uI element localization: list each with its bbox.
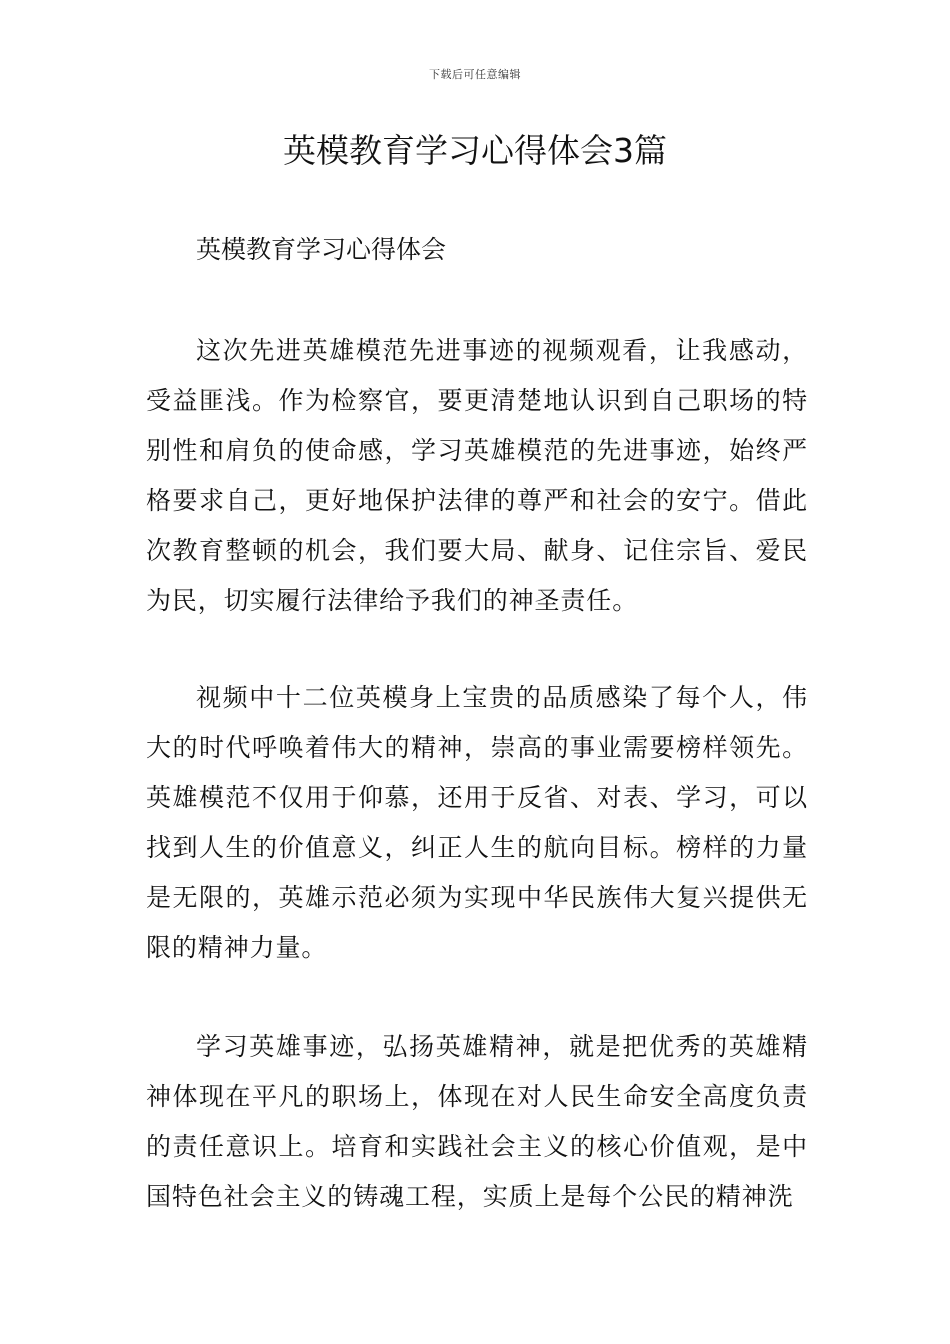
header-note: 下载后可任意编辑 (429, 68, 521, 81)
body-paragraph-2: 视频中十二位英模身上宝贵的品质感染了每个人，伟大的时代呼唤着伟大的精神，崇高的事业需要榜样领先。英雄模范不仅用于仰慕，还用于反省、对表、学习，可以找到人生的价值意义，纠正人生的航向目标。榜样的力量是无限的，英雄示范必须为实现中华民族伟大复兴提供无限的精神力量。 (146, 683, 808, 962)
document-title: 英模教育学习心得体会3篇 (283, 131, 667, 170)
section-subtitle: 英模教育学习心得体会 (196, 235, 447, 264)
body-paragraph-1: 这次先进英雄模范先进事迹的视频观看，让我感动，受益匪浅。作为检察官，要更清楚地认识到自己职场的特别性和肩负的使命感，学习英雄模范的先进事迹，始终严格要求自己，更好地保护法律的尊严和社会的安宁。借此次教育整顿的机会，我们要大局、献身、记住宗旨、爱民为民，切实履行法律给予我们的神圣责任。 (146, 336, 808, 615)
body-paragraph-3: 学习英雄事迹，弘扬英雄精神，就是把优秀的英雄精神体现在平凡的职场上，体现在对人民生命安全高度负责的责任意识上。培育和实践社会主义的核心价值观，是中国特色社会主义的铸魂工程，实质上是每个公民的精神洗 (146, 1032, 808, 1211)
